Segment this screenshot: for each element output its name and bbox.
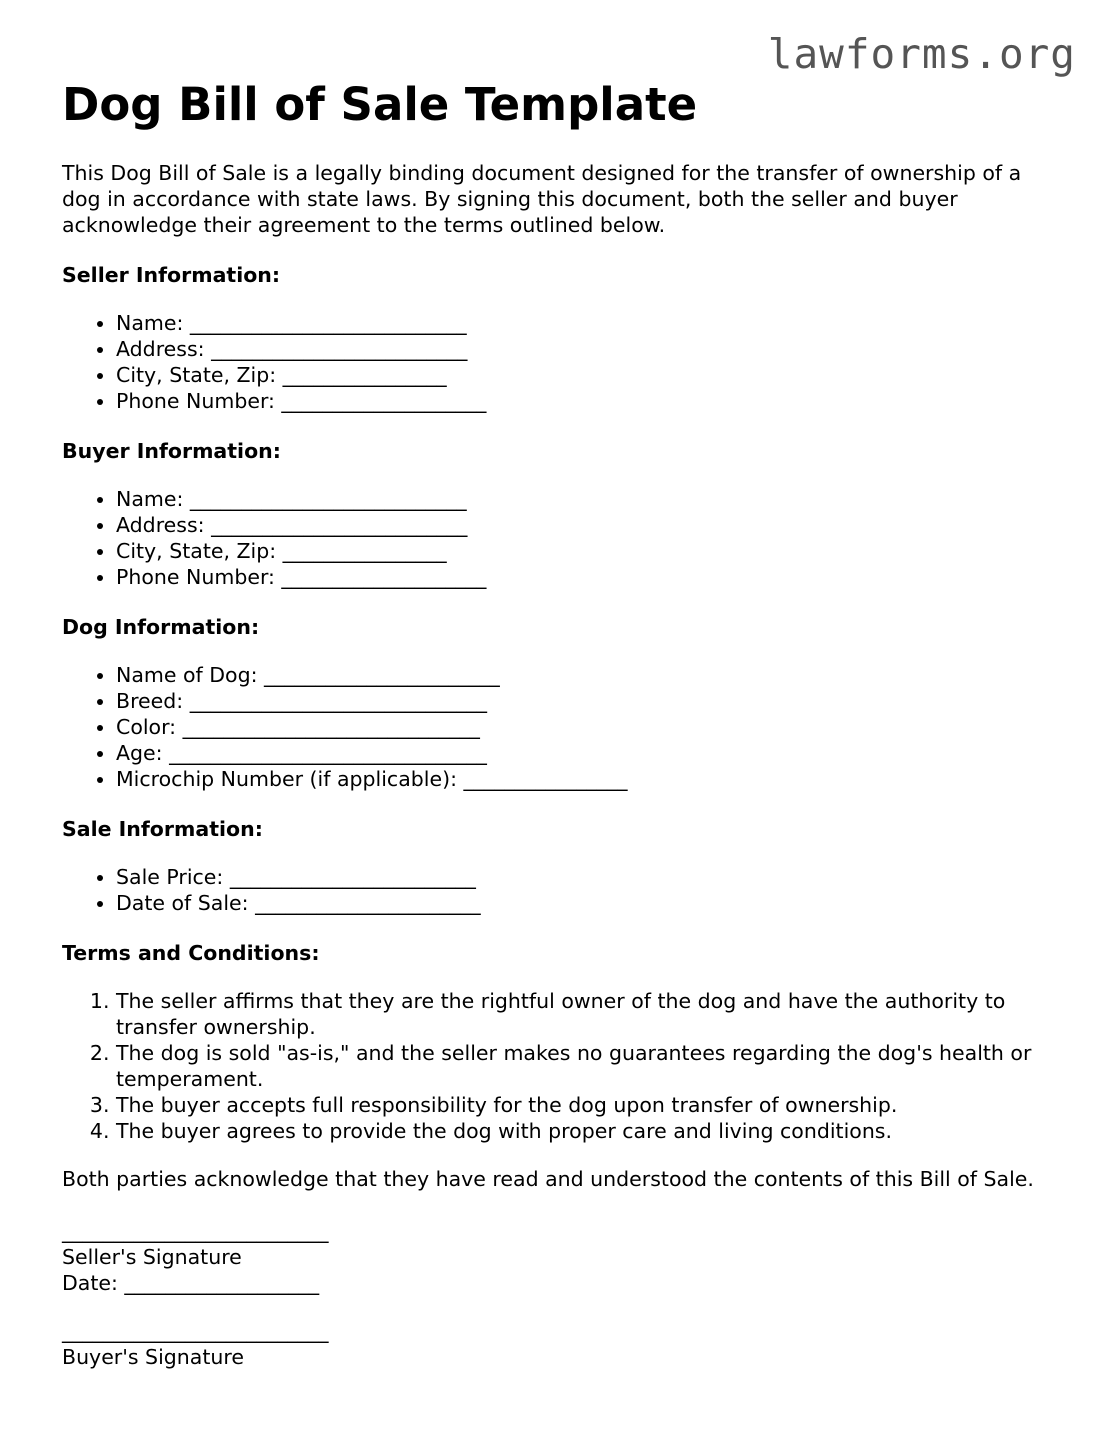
sale-heading: Sale Information:	[62, 817, 263, 841]
buyer-signature-label: Buyer's Signature	[62, 1345, 244, 1369]
page-title: Dog Bill of Sale Template	[62, 78, 698, 131]
dog-name-field: • Name of Dog: _______________________	[116, 662, 1042, 688]
dog-microchip-field: • Microchip Number (if applicable): ________________	[116, 766, 1042, 792]
terms-list	[62, 988, 1042, 1144]
seller-fields	[62, 310, 1042, 414]
terms-heading: Terms and Conditions:	[62, 941, 320, 965]
buyer-heading: Buyer Information:	[62, 439, 281, 463]
seller-city-state-zip-field: • City, State, Zip: ________________	[116, 362, 1042, 388]
buyer-name-field: • Name: ___________________________	[116, 486, 1042, 512]
seller-signature-label: Seller's Signature	[62, 1245, 242, 1269]
seller-name-field: • Name: ___________________________	[116, 310, 1042, 336]
buyer-city-state-zip-field: • City, State, Zip: ________________	[116, 538, 1042, 564]
seller-address-field: • Address: _________________________	[116, 336, 1042, 362]
document-page	[62, 78, 1042, 1370]
buyer-signature-line: __________________________	[62, 1319, 329, 1343]
term-item: 2. The dog is sold "as-is," and the seller makes no guarantees regarding the dog's health or temperament.	[116, 1040, 1042, 1092]
seller-phone-field: • Phone Number: ____________________	[116, 388, 1042, 414]
sale-date-field: • Date of Sale: ______________________	[116, 890, 1042, 916]
closing-paragraph: Both parties acknowledge that they have read and understood the contents of this Bill of Sale.	[62, 1167, 1034, 1191]
seller-signature-line: __________________________	[62, 1219, 329, 1243]
buyer-phone-field: • Phone Number: ____________________	[116, 564, 1042, 590]
seller-signature-block	[62, 1218, 1042, 1296]
sale-price-field: • Sale Price: ________________________	[116, 864, 1042, 890]
buyer-address-field: • Address: _________________________	[116, 512, 1042, 538]
term-item: 3. The buyer accepts full responsibility for the dog upon transfer of ownership.	[116, 1092, 1042, 1118]
dog-breed-field: • Breed: _____________________________	[116, 688, 1042, 714]
term-item: 4. The buyer agrees to provide the dog with proper care and living conditions.	[116, 1118, 1042, 1144]
intro-paragraph: This Dog Bill of Sale is a legally binding document designed for the transfer of ownership of a dog in accordance with state laws. By signing this document, both the seller and buyer acknowledge their agreement to the terms outlined below.	[62, 161, 1022, 237]
seller-heading: Seller Information:	[62, 263, 281, 287]
buyer-signature-block	[62, 1318, 1042, 1370]
dog-age-field: • Age: _______________________________	[116, 740, 1042, 766]
dog-heading: Dog Information:	[62, 615, 260, 639]
seller-signature-date: Date: ___________________	[62, 1271, 320, 1295]
buyer-fields	[62, 486, 1042, 590]
term-item: 1. The seller affirms that they are the rightful owner of the dog and have the authority to transfer ownership.	[116, 988, 1042, 1040]
sale-fields	[62, 864, 1042, 916]
dog-color-field: • Color: _____________________________	[116, 714, 1042, 740]
watermark: lawforms.org	[767, 30, 1076, 78]
dog-fields	[62, 662, 1042, 792]
